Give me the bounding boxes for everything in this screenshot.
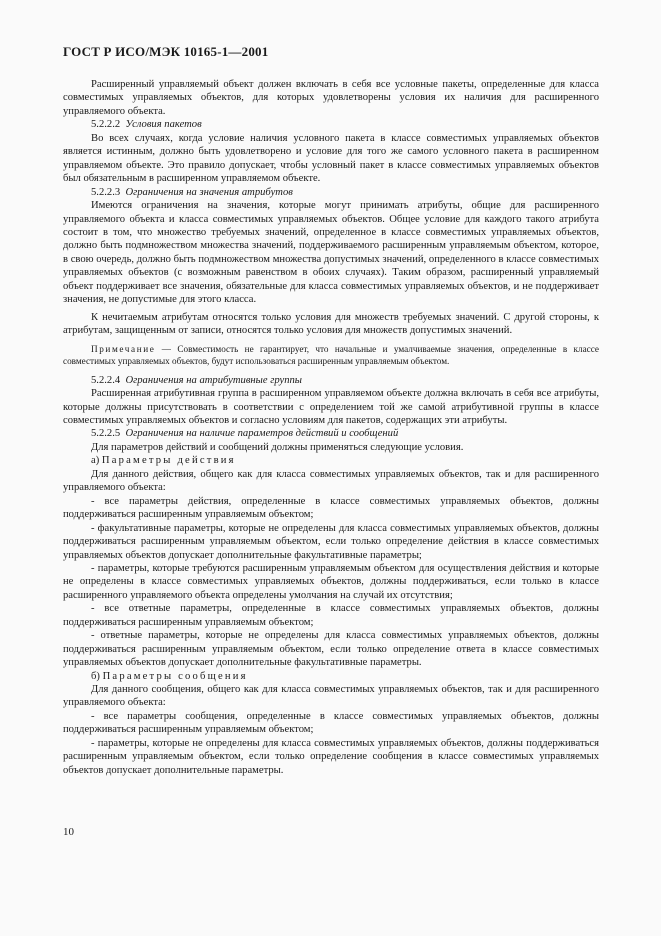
subsection-heading [63, 374, 599, 387]
list-marker: а) [91, 455, 100, 467]
paragraph: Во всех случаях, когда условие наличия условного пакета в классе совместимых управляемых объектов является истинным, должно быть удовлетворено и условие для того же самого условного пакета в расширенном управляемом объекте. Это правило допускает, чтобы условный пакет в классе совместимых управляемых объектов был обязательным в расширенном управляемом объекте. [63, 132, 599, 185]
paragraph: Расширенная атрибутивная группа в расширенном управляемом объекте должна включать в себя все атрибуты, которые должны присутствовать в соответствии с определением той же самой атрибутивной группы в классе совместимых управляемых объектов и согласно условиям для пакетов, содержащих эти атрибуты. [63, 388, 599, 426]
list-item: - факультативные параметры, которые не определены для класса совместимых управляемых объектов, должны поддерживаться расширенным управляемым объектом, если только определение действия в классе совместимых управляемых объектов допускает дополнительные факультативные параметры; [63, 522, 599, 561]
subsection-title: Ограничения на значения атрибутов [125, 186, 293, 198]
subsection-heading [63, 186, 599, 199]
subsection-number: 5.2.2.3 [91, 186, 121, 198]
page-number: 10 [63, 826, 74, 838]
list-item: - параметры, которые требуются расширенным управляемым объектом для осуществления действия и которые не определены в классе совместимых управляемых объектов, должны поддерживаться, если только в классе расширенного управляемого объекта определены умолчания на случай их отсутствия; [63, 562, 599, 601]
paragraph: Для данного действия, общего как для класса совместимых управляемых объектов, так и для расширенного управляемого объекта: [63, 468, 599, 494]
subsection-heading [63, 427, 599, 440]
paragraph: Для параметров действий и сообщений должны применяться следующие условия. [91, 441, 464, 453]
list-title: Параметры действия [101, 455, 236, 467]
paragraph: К нечитаемым атрибутам относятся только условия для множеств требуемых значений. С другой стороны, к атрибутам, защищенным от записи, относятся только условия для множеств допустимых значений. [63, 311, 599, 337]
subsection-number: 5.2.2.2 [91, 119, 121, 131]
list-title: Параметры сообщения [102, 670, 248, 682]
note [63, 343, 599, 368]
list-item: - все параметры сообщения, определенные в классе совместимых управляемых объектов, должны поддерживаться расширенным управляемым объектом; [63, 710, 599, 736]
list-item: - ответные параметры, которые не определены для класса совместимых управляемых объектов, должны поддерживаться расширенным управляемым объектом, если только определение ответа в классе совместимых управляемых объектов допускает дополнительные факультативные параметры. [63, 630, 599, 669]
subsection-heading [63, 118, 599, 131]
list-item: - все ответные параметры, определенные в классе совместимых управляемых объектов, должны поддерживаться расширенным управляемым объектом; [63, 603, 599, 628]
document-body [63, 78, 599, 777]
subsection-number: 5.2.2.4 [91, 374, 121, 386]
list-heading [63, 454, 599, 467]
subsection-title: Ограничения на атрибутивные группы [125, 374, 302, 386]
subsection-title: Условия пакетов [125, 119, 202, 131]
list-heading [63, 670, 599, 683]
note-text: — Совместимость не гарантирует, что начальные и умалчиваемые значения, определенные в классе совместимых управляемых объектов, будут использоваться расширенным управляемым объектом. [63, 343, 599, 367]
list-item: - параметры, которые не определены для класса совместимых управляемых объектов, должны поддерживаться расширенным управляемым объектом, если только определение сообщения в классе совместимых управляемых объектов допускает дополнительные параметры. [63, 737, 599, 776]
paragraph: Для данного сообщения, общего как для класса совместимых управляемых объектов, так и для расширенного управляемого объекта: [63, 684, 599, 709]
subsection-title: Ограничения на наличие параметров действий и сообщений [125, 428, 399, 440]
subsection-number: 5.2.2.5 [91, 428, 121, 440]
list-item: - все параметры действия, определенные в классе совместимых управляемых объектов, должны поддерживаться расширенным управляемым объектом; [63, 495, 599, 521]
paragraph: Имеются ограничения на значения, которые могут принимать атрибуты, общие для расширенного управляемого объекта и класса совместимых управляемых объектов. Общее условие для каждого такого атрибута состоит в том, что множество требуемых значений, определенное в классе совместимых управляемых объектов, должно быть подмножеством множества значений, поддерживаемого расширенным управляемым объектом, которое, в свою очередь, должно быть подмножеством множества допустимых значений, определенного в классе совместимых управляемых объектов (с возможным равенством в обоих случаях). Таким образом, расширенный управляемый объект поддерживает все значения, обязательные для класса совместимых управляемых объектов, и не поддерживает значения, не допустимые для этого класса. [63, 200, 599, 306]
document-header: ГОСТ Р ИСО/МЭК 10165-1—2001 [63, 44, 269, 59]
list-marker: б) [91, 670, 100, 682]
paragraph: Расширенный управляемый объект должен включать в себя все условные пакеты, определенные для класса совместимых управляемых объектов, для которых удовлетворены условия их наличия для расширенного управляемого объекта. [63, 79, 599, 117]
note-label: Примечание [91, 343, 156, 354]
